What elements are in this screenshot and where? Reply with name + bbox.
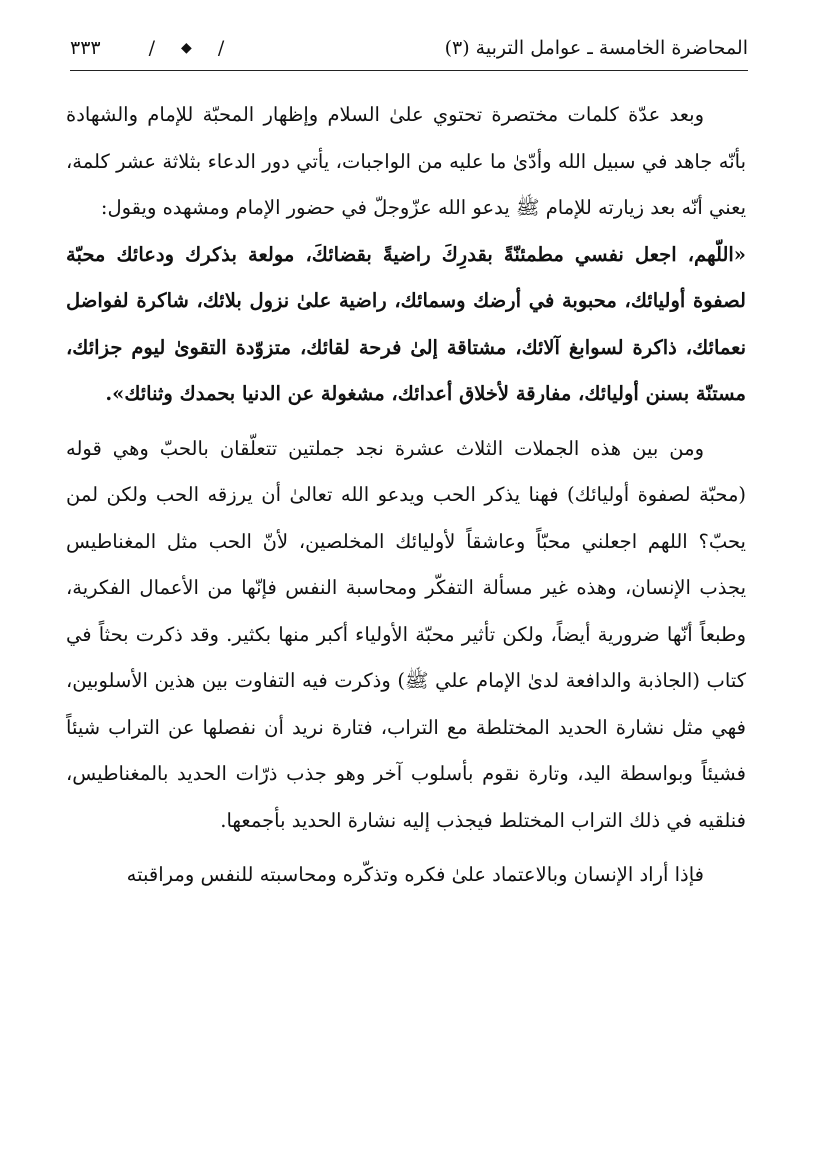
header-divider: [70, 70, 748, 71]
running-header: [70, 28, 748, 68]
slash-mark: /: [217, 37, 225, 59]
paragraph: وبعد عدّة كلمات مختصرة تحتوي علىٰ السلام وإظهار المحبّة للإمام والشهادة بأنّه جاهد في سبيل الله وأدّىٰ ما عليه من الواجبات، يأتي دور الدعاء بثلاثة عشر كلمة، يعني أنّه بعد زيارته للإمام ﷺ يدعو الله عزّوجلّ في حضور الإمام ومشهده ويقول:: [66, 103, 747, 219]
page-number: ٣٣٣: [70, 37, 101, 59]
slash-mark: /: [148, 37, 156, 59]
prayer-quote: «اللّهم، اجعل نفسي مطمئنّةً بقدرِكَ راضيةً بقضائكَ، مولعة بذكرك ودعائك محبّة لصفوة أوليائك، محبوبة في أرضك وسمائك، راضية علىٰ نزول بلائك، شاكرة لفواضل نعمائك، ذاكرة لسوابغ آلائك، مشتاقة إلىٰ فرحة لقائك، متزوّدة التقوىٰ ليوم جزائك، مستنّة بسنن أوليائك، مفارقة لأخلاق أعدائك، مشغولة عن الدنيا بحمدك وثنائك».: [66, 242, 746, 405]
header-marks: [70, 37, 224, 59]
chapter-title: المحاضرة الخامسة ـ عوامل التربية (٣): [444, 37, 748, 59]
paragraph: فإذا أراد الإنسان وبالاعتماد علىٰ فكره وتذكّره ومحاسبته للنفس ومراقبته: [126, 863, 704, 886]
body-text: [66, 92, 746, 899]
diamond-ornament-icon: ◆: [181, 40, 192, 56]
paragraph: ومن بين هذه الجملات الثلاث عشرة نجد جملتين تتعلّقان بالحبّ وهي قوله (محبّة لصفوة أوليائك) فهنا يذكر الحب ويدعو الله تعالىٰ أن يرزقه الحب ولكن لمن يحبّ؟ اللهم اجعلني محبّاً وعاشقاً لأوليائك المخلصين، لأنّ الحب مثل المغناطيس يجذب الإنسان، وهذه غير مسألة التفكّر ومحاسبة النفس فإنّها من الأعمال الفكرية، وطبعاً أنّها ضرورية أيضاً، ولكن تأثير محبّة الأولياء أكبر منها بكثير. وقد ذكرت بحثاً في كتاب (الجاذبة والدافعة لدىٰ الإمام علي ﷺ) وذكرت فيه التفاوت بين هذين الأسلوبين، فهي مثل نشارة الحديد المختلطة مع التراب، فتارة نريد أن نفصلها عن التراب شيئاً فشيئاً وبواسطة اليد، وتارة نقوم بأسلوب آخر وهو جذب ذرّات الحديد بالمغناطيس، فنلقيه في ذلك التراب المختلط فيجذب إليه نشارة الحديد بأجمعها.: [66, 436, 746, 832]
